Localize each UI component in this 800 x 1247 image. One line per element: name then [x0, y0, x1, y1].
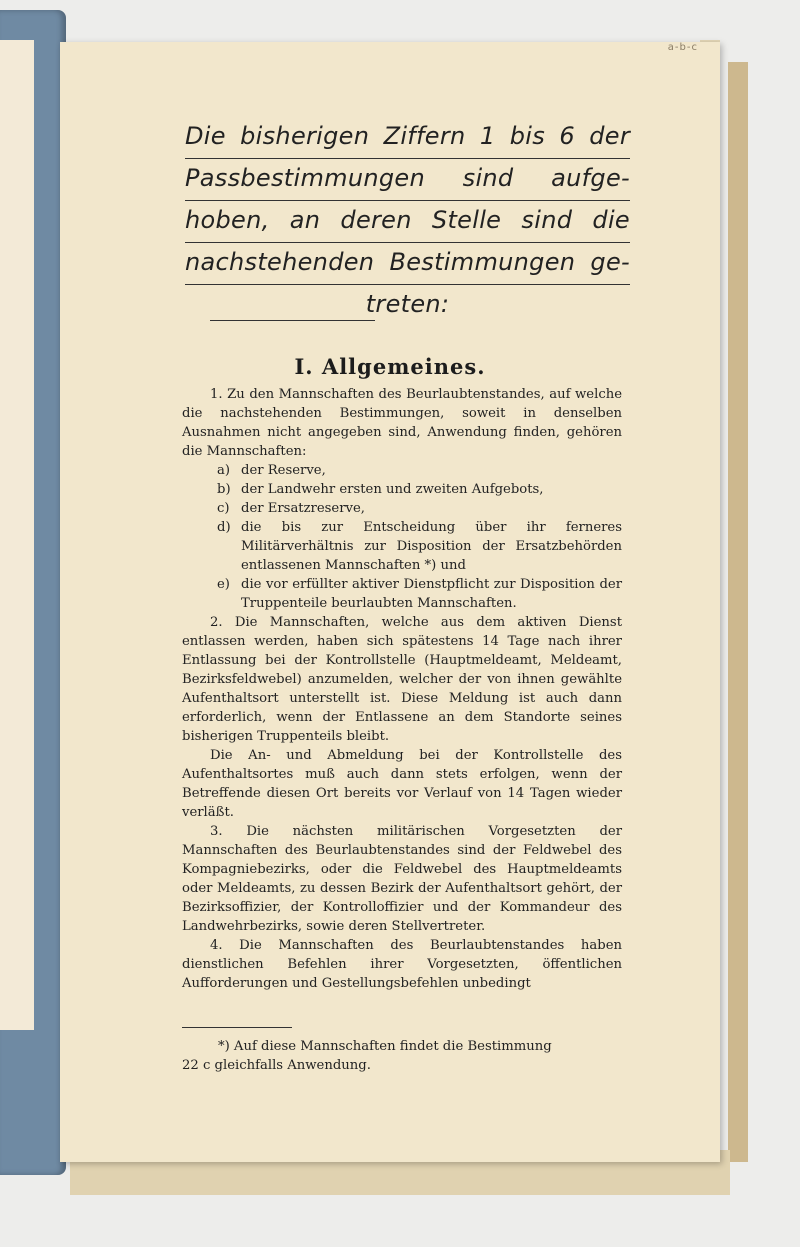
- page-mark: a-b-c: [667, 42, 698, 53]
- footnote-line: *) Auf diese Mannschaften findet die Bestimmung: [218, 1039, 552, 1054]
- body-text: [182, 385, 622, 993]
- intro-notice: [185, 117, 630, 323]
- footnote: [182, 1037, 622, 1075]
- intro-line: hoben, an deren Stelle sind die: [185, 201, 630, 243]
- list-item: [217, 499, 622, 518]
- list-label: c): [217, 501, 230, 516]
- paragraph-1: 1. Zu den Mannschaften des Beurlaubtenstandes, auf welche die nachstehenden Bestimmungen, soweit in denselben Ausnahmen nicht angegeben sind, Anwendung finden, gehören die Mannschaften:: [182, 387, 622, 459]
- intro-line: nachstehenden Bestimmungen ge-: [185, 243, 630, 285]
- list-label: e): [217, 577, 230, 592]
- list-item: [217, 480, 622, 499]
- list-text: der Reserve,: [241, 463, 326, 478]
- booklet-page: [60, 42, 720, 1162]
- page-edge: [728, 62, 748, 1162]
- intro-line: treten:: [365, 290, 450, 318]
- paragraph-3: 3. Die nächsten militärischen Vorgesetzten der Mannschaften des Beurlaubtenstandes sind der Feldwebel des Kompagniebezirks, oder die Feldwebel des Hauptmeldeamts oder Meldeamts, zu dessen Bezirk der Aufenthaltsort gehört, der Bezirksoffizier, der Kontrolloffizier und der Kommandeur des Landwehrbezirks, sowie deren Stellvertreter.: [182, 824, 622, 934]
- mannschaften-list: [182, 461, 622, 613]
- paragraph-2b: Die An- und Abmeldung bei der Kontrollstelle des Aufenthaltsortes muß auch dann stets erfolgen, wenn der Betreffende diesen Ort bereits vor Verlauf von 14 Tagen wieder verläßt.: [182, 748, 622, 820]
- list-item: [217, 575, 622, 613]
- footnote-rule: [182, 1027, 292, 1028]
- section-heading: I. Allgemeines.: [294, 354, 486, 379]
- intro-underline: [210, 320, 375, 321]
- list-label: a): [217, 463, 231, 478]
- intro-line: Passbestimmungen sind aufge-: [185, 159, 630, 201]
- previous-page: [0, 40, 34, 1030]
- paragraph-2: 2. Die Mannschaften, welche aus dem aktiven Dienst entlassen werden, haben sich spätestens 14 Tage nach ihrer Entlassung bei der Kontrollstelle (Hauptmeldeamt, Meldeamt, Bezirksfeldwebel) anzumelden, welcher der von ihnen gewählte Aufenthaltsort unterstellt ist. Diese Meldung ist auch dann erforderlich, wenn der Entlassene an dem Standorte seines bisherigen Truppenteils bleibt.: [182, 615, 622, 744]
- footnote-line: 22 c gleichfalls Anwendung.: [182, 1058, 371, 1073]
- paragraph-4: 4. Die Mannschaften des Beurlaubtenstandes haben dienstlichen Befehlen ihrer Vorgesetzten, öffentlichen Aufforderungen und Gestellungsbefehlen unbedingt: [182, 938, 622, 991]
- list-item: [217, 518, 622, 575]
- intro-line: Die bisherigen Ziffern 1 bis 6 der: [185, 117, 630, 159]
- list-text: die bis zur Entscheidung über ihr ferneres Militärverhältnis zur Disposition der Ersatzbehörden entlassenen Mannschaften *) und: [241, 520, 622, 573]
- list-text: der Ersatzreserve,: [241, 501, 365, 516]
- list-item: [217, 461, 622, 480]
- list-label: b): [217, 482, 231, 497]
- list-text: die vor erfüllter aktiver Dienstpflicht zur Disposition der Truppenteile beurlaubten Mannschaften.: [241, 577, 622, 611]
- list-text: der Landwehr ersten und zweiten Aufgebots,: [241, 482, 544, 497]
- list-label: d): [217, 520, 231, 535]
